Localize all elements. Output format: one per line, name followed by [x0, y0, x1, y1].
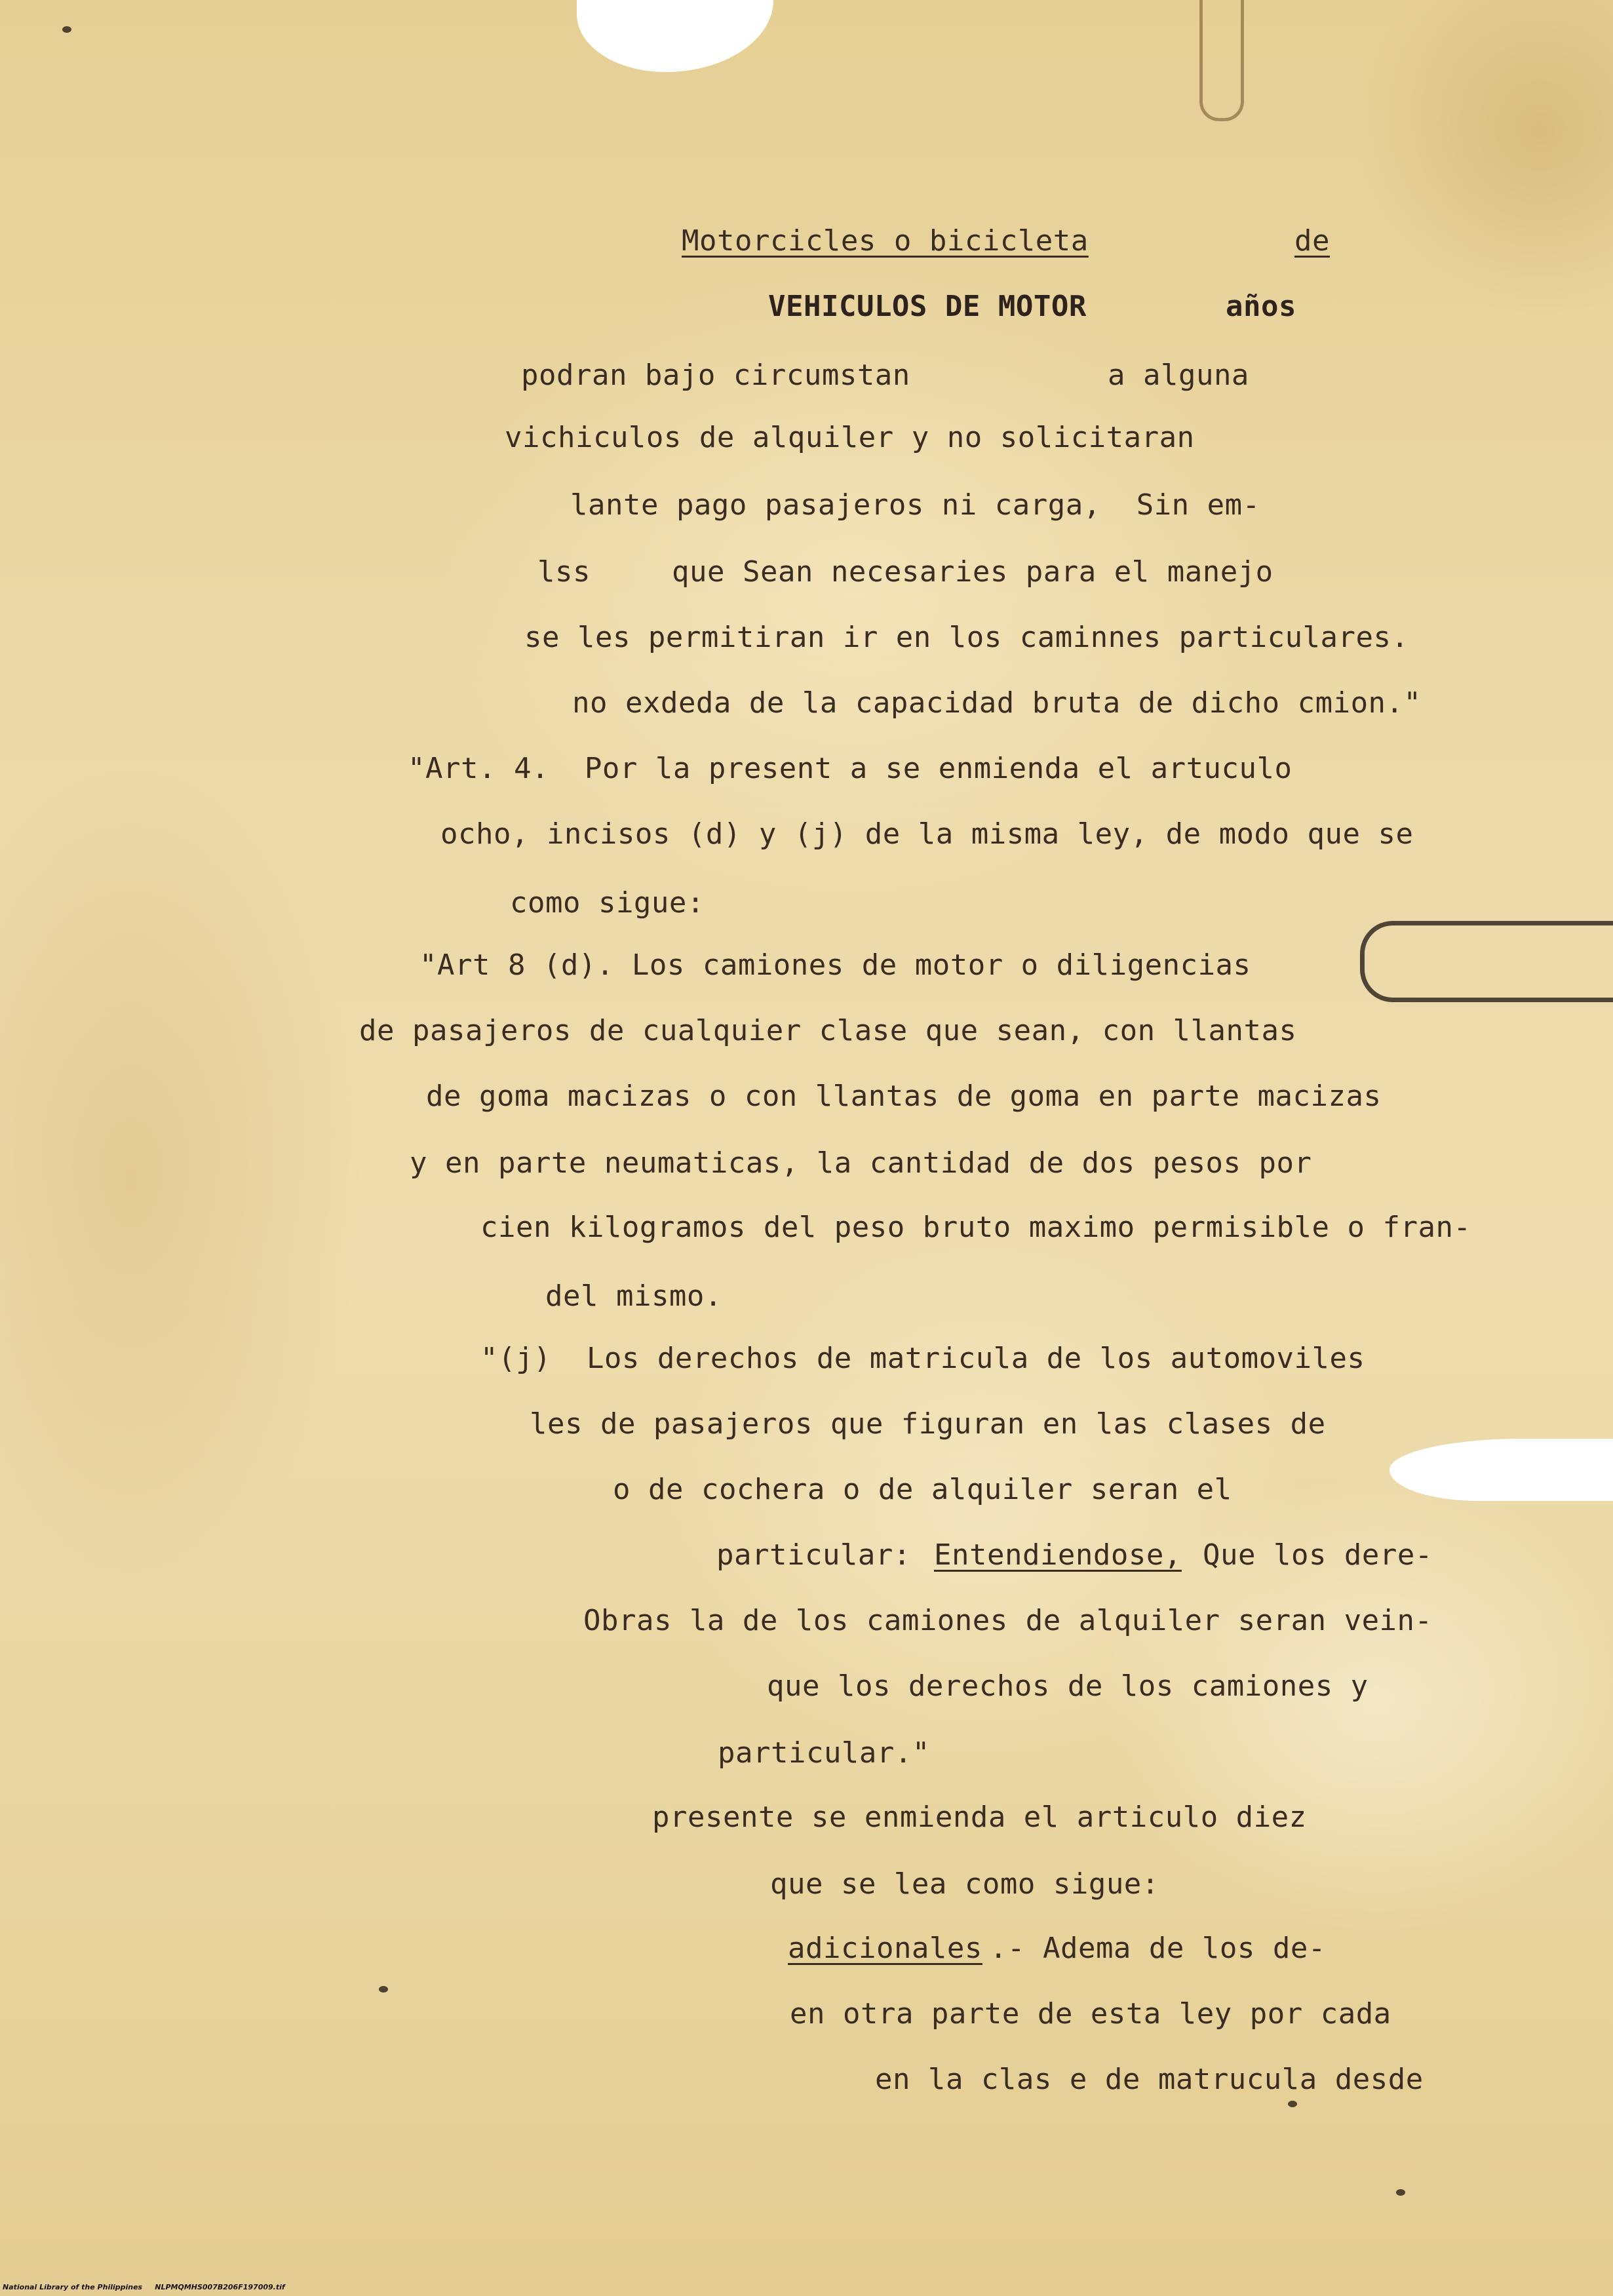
torn-paper-top: [577, 0, 773, 72]
text-line-27: adicionales: [788, 1932, 982, 1965]
text-line-10: ocho, incisos (d) y (j) de la misma ley, de modo que se: [440, 817, 1414, 851]
text-line-3: podran bajo circumstan: [521, 359, 910, 392]
ink-spot: [62, 26, 71, 33]
ink-spot: [1288, 2101, 1297, 2107]
text-line-14: de goma macizas o con llantas de goma en parte macizas: [426, 1080, 1382, 1113]
text-line-18: "(j) Los derechos de matricula de los automoviles: [480, 1342, 1365, 1375]
text-line-6b: que Sean necesaries para el manejo: [672, 555, 1273, 589]
text-line-2b: años: [1226, 290, 1296, 323]
text-line-2: VEHICULOS DE MOTOR: [768, 290, 1087, 323]
text-line-13: de pasajeros de cualquier clase que sean, con llantas: [359, 1014, 1297, 1047]
text-line-7: se les permitiran ir en los caminnes particulares.: [524, 621, 1409, 654]
text-line-4: vichiculos de alquiler y no solicitaran: [505, 421, 1195, 454]
text-line-16: cien kilogramos del peso bruto maximo permisible o fran-: [480, 1211, 1471, 1244]
text-line-21c: Que los dere-: [1203, 1538, 1433, 1572]
ink-spot: [379, 1986, 388, 1993]
text-line-8: no exdeda de la capacidad bruta de dicho cmion.": [572, 686, 1422, 720]
text-line-3b: a alguna: [1108, 359, 1249, 392]
text-line-21: particular:: [716, 1538, 911, 1572]
text-line-12: "Art 8 (d). Los camiones de motor o diligencias: [419, 948, 1251, 982]
text-line-9: "Art. 4. Por la present a se enmienda el artuculo: [408, 752, 1292, 785]
staple-mark: [1199, 0, 1244, 121]
text-line-11: como sigue:: [510, 886, 705, 920]
text-line-19: les de pasajeros que figuran en las clases de: [530, 1407, 1326, 1441]
ink-spot: [1396, 2189, 1405, 2196]
text-line-29: en la clas e de matrucula desde: [875, 2063, 1424, 2096]
text-line-6: lss: [537, 555, 591, 589]
scan-footer-caption: National Library of the Philippines NLPMQMHS007B206F197009.tif: [3, 2283, 285, 2291]
text-line-17: del mismo.: [545, 1279, 722, 1313]
text-line-26: que se lea como sigue:: [770, 1867, 1159, 1901]
text-line-15: y en parte neumaticas, la cantidad de dos pesos por: [410, 1146, 1312, 1180]
text-line-21b: Entendiendose,: [934, 1538, 1182, 1572]
text-line-1b: de: [1294, 224, 1330, 258]
text-line-20: o de cochera o de alquiler seran el: [613, 1473, 1232, 1506]
text-line-23: que los derechos de los camiones y: [767, 1669, 1369, 1703]
paper-clip-mark: [1360, 921, 1613, 1002]
text-line-22: Obras la de los camiones de alquiler seran vein-: [583, 1604, 1433, 1637]
text-line-27b: .- Adema de los de-: [990, 1932, 1326, 1965]
text-line-25: presente se enmienda el articulo diez: [652, 1800, 1307, 1834]
text-line-28: en otra parte de esta ley por cada: [790, 1997, 1391, 2031]
text-line-1: Motorcicles o bicicleta: [682, 224, 1089, 258]
torn-paper-right: [1390, 1439, 1613, 1501]
text-line-5: lante pago pasajeros ni carga, Sin em-: [570, 488, 1260, 522]
text-line-24: particular.": [718, 1736, 930, 1770]
